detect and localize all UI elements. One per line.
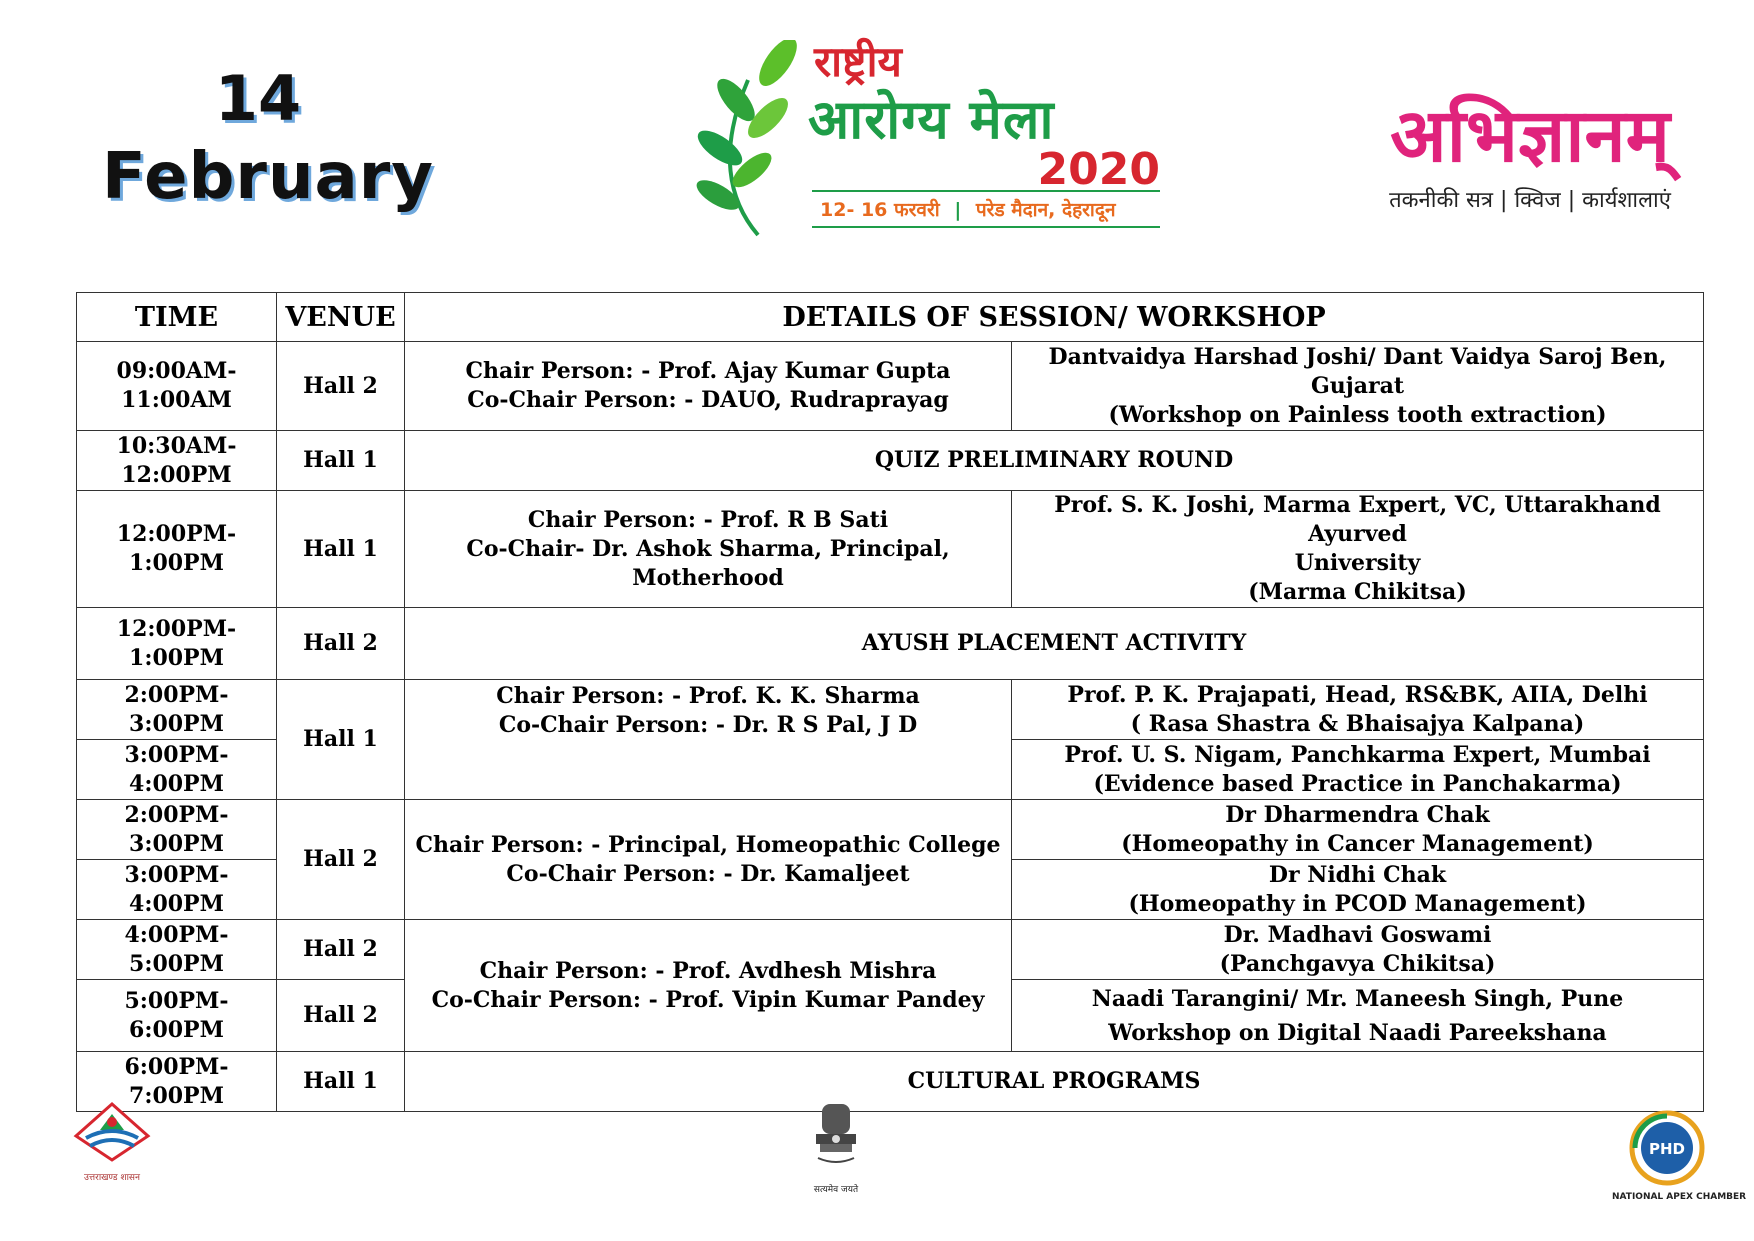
arogya-mela-logo (688, 30, 1174, 236)
venue-cell: Hall 2 (277, 800, 405, 920)
leaf-branch-icon (688, 40, 828, 240)
details-line: Dr. Madhavi Goswami (1223, 921, 1492, 948)
table-header-row (77, 293, 1704, 342)
details-cell (1012, 680, 1704, 740)
uttarakhand-caption: उत्तराखण्ड शासन (83, 1173, 140, 1183)
time-start: 2:00PM- (124, 801, 229, 828)
phd-chamber-icon (1629, 1110, 1705, 1186)
mela-dates-bar (812, 190, 1160, 228)
uttarakhand-emblem-icon (72, 1100, 152, 1164)
venue-cell: Hall 2 (277, 608, 405, 680)
mela-dates: 12- 16 फरवरी (820, 199, 940, 221)
chair-cell (405, 491, 1012, 608)
chair-line: Chair Person: - Prof. Ajay Kumar Gupta (465, 358, 951, 384)
abhigyanam-title: अभिज्ञानम् (1390, 93, 1670, 179)
time-start: 10:30AM- (116, 432, 237, 459)
chair-cell (405, 920, 1012, 1052)
venue-cell: Hall 2 (277, 342, 405, 431)
time-end: 1:00PM (129, 550, 224, 576)
time-start: 3:00PM- (124, 741, 229, 768)
time-cell (77, 431, 277, 491)
table-row (77, 342, 1704, 431)
abhigyanam-sub-item: तकनीकी सत्र (1389, 188, 1494, 213)
date-day: 14 (214, 62, 302, 135)
details-line: Dantvaidya Harshad Joshi/ Dant Vaidya Saroj Ben, (1048, 343, 1667, 370)
time-end: 4:00PM (129, 770, 224, 797)
time-cell (77, 680, 277, 740)
chair-line: Motherhood (632, 564, 784, 591)
venue-cell: Hall 1 (277, 680, 405, 800)
details-line: (Marma Chikitsa) (1248, 579, 1467, 605)
header-venue: VENUE (277, 293, 405, 342)
details-line: Prof. U. S. Nigam, Panchkarma Expert, Mumbai (1064, 741, 1651, 768)
chair-cell (405, 800, 1012, 920)
divider: | (1500, 188, 1515, 213)
details-cell: CULTURAL PROGRAMS (405, 1052, 1704, 1112)
chair-line: Co-Chair Person: - DAUO, Rudraprayag (467, 387, 949, 413)
chair-cell (405, 342, 1012, 431)
time-cell (77, 980, 277, 1052)
chair-line: Co-Chair Person: - Prof. Vipin Kumar Pandey (431, 986, 985, 1013)
details-cell (1012, 491, 1704, 608)
table-row (77, 431, 1704, 491)
details-cell (1012, 342, 1704, 431)
mela-year: 2020 (1037, 144, 1160, 195)
details-line: Dr Nidhi Chak (1268, 861, 1447, 888)
divider: | (1567, 188, 1583, 213)
details-cell (1012, 740, 1704, 800)
time-cell (77, 800, 277, 860)
mela-title-line2: आरोग्य मेला (808, 88, 1055, 151)
ashoka-emblem-icon (808, 1100, 864, 1176)
divider: | (954, 199, 962, 221)
venue-cell: Hall 1 (277, 431, 405, 491)
abhigyanam-sub-item: क्विज (1514, 188, 1561, 213)
time-cell (77, 740, 277, 800)
time-start: 12:00PM- (116, 615, 237, 642)
uttarakhand-govt-logo (62, 1100, 162, 1183)
national-emblem-logo (804, 1100, 868, 1195)
abhigyanam-subtitle (1330, 184, 1730, 214)
chair-line: Chair Person: - Principal, Homeopathic College (415, 831, 1001, 858)
time-cell (77, 342, 277, 431)
time-end: 5:00PM (129, 950, 224, 977)
details-line: University (1294, 550, 1421, 576)
details-cell (1012, 980, 1704, 1052)
abhigyanam-sub-item: कार्यशालाएं (1582, 188, 1671, 213)
time-end: 1:00PM (129, 644, 224, 671)
chair-cell (405, 680, 1012, 800)
emblem-caption: सत्यमेव जयते (813, 1185, 859, 1195)
chair-line: Chair Person: - Prof. Avdhesh Mishra (479, 957, 937, 984)
time-end: 12:00PM (121, 461, 232, 488)
time-end: 3:00PM (129, 830, 224, 857)
table-row (77, 491, 1704, 608)
details-line: Dr Dharmendra Chak (1225, 801, 1490, 828)
details-cell: AYUSH PLACEMENT ACTIVITY (405, 608, 1704, 680)
time-cell (77, 860, 277, 920)
details-line: (Homeopathy in PCOD Management) (1128, 890, 1587, 917)
phd-chamber-logo (1612, 1110, 1747, 1202)
details-cell (1012, 860, 1704, 920)
time-start: 3:00PM- (124, 861, 229, 888)
header-details: DETAILS OF SESSION/ WORKSHOP (405, 293, 1704, 342)
venue-cell: Hall 1 (277, 491, 405, 608)
chair-line: Co-Chair- Dr. Ashok Sharma, Principal, (466, 535, 950, 562)
table-row (77, 1052, 1704, 1112)
venue-cell: Hall 1 (277, 1052, 405, 1112)
abhigyanam-logo (1330, 90, 1730, 220)
time-cell (77, 920, 277, 980)
time-end: 7:00PM (129, 1082, 224, 1109)
venue-cell: Hall 2 (277, 920, 405, 980)
details-line: Prof. P. K. Prajapati, Head, RS&BK, AIIA, Delhi (1067, 681, 1648, 708)
details-line: (Evidence based Practice in Panchakarma) (1093, 770, 1622, 797)
details-cell: QUIZ PRELIMINARY ROUND (405, 431, 1704, 491)
chair-line: Chair Person: - Prof. R B Sati (527, 506, 889, 533)
details-line: Naadi Tarangini/ Mr. Maneesh Singh, Pune (1091, 985, 1624, 1012)
phd-logo-text: PHD (1649, 1140, 1685, 1158)
table-row (77, 920, 1704, 980)
time-end: 4:00PM (129, 890, 224, 917)
details-line: Prof. S. K. Joshi, Marma Expert, VC, Uttarakhand Ayurved (1054, 492, 1661, 547)
chair-line: Co-Chair Person: - Dr. Kamaljeet (506, 860, 910, 887)
phd-caption: NATIONAL APEX CHAMBER (1612, 1192, 1747, 1202)
table-row (77, 608, 1704, 680)
chair-line: Co-Chair Person: - Dr. R S Pal, J D (498, 712, 918, 738)
time-cell (77, 608, 277, 680)
details-cell (1012, 800, 1704, 860)
details-line: (Panchgavya Chikitsa) (1219, 950, 1496, 977)
details-line: Workshop on Digital Naadi Pareekshana (1108, 1019, 1607, 1046)
time-start: 12:00PM- (116, 521, 237, 547)
time-start: 4:00PM- (124, 921, 229, 948)
time-end: 11:00AM (121, 387, 232, 413)
time-start: 09:00AM- (116, 358, 237, 384)
time-end: 6:00PM (129, 1016, 224, 1043)
details-line: (Workshop on Painless tooth extraction) (1108, 401, 1607, 428)
venue-cell: Hall 2 (277, 980, 405, 1052)
details-line: ( Rasa Shastra & Bhaisajya Kalpana) (1130, 710, 1585, 737)
time-cell (77, 491, 277, 608)
time-start: 6:00PM- (124, 1053, 229, 1080)
schedule-table (76, 292, 1704, 1112)
chair-line: Chair Person: - Prof. K. K. Sharma (496, 683, 920, 709)
table-row (77, 800, 1704, 860)
date-heading (88, 62, 448, 218)
mela-title-line1: राष्ट्रीय (814, 37, 902, 86)
time-start: 5:00PM- (124, 987, 229, 1014)
time-end: 3:00PM (129, 710, 224, 737)
table-row (77, 680, 1704, 740)
date-month: February (102, 140, 434, 214)
details-line: Gujarat (1310, 372, 1404, 399)
details-line: (Homeopathy in Cancer Management) (1121, 830, 1594, 857)
header-time: TIME (77, 293, 277, 342)
mela-venue: परेड मैदान, देहरादून (975, 199, 1116, 221)
time-start: 2:00PM- (124, 681, 229, 708)
details-cell (1012, 920, 1704, 980)
